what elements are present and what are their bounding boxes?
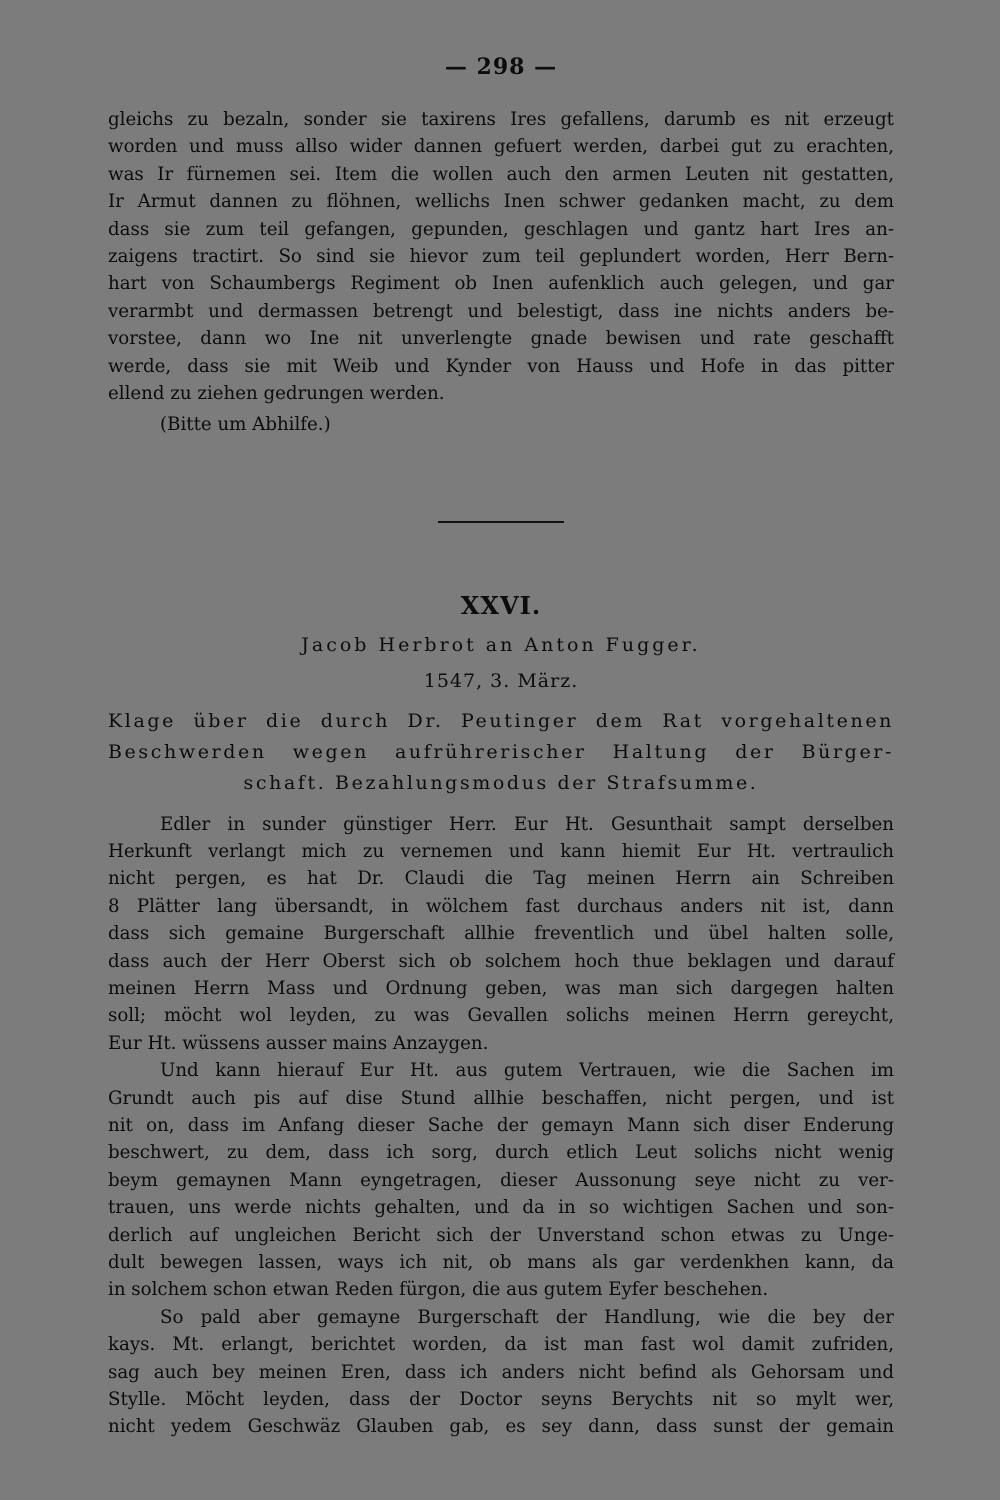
text-line: werde, dass sie mit Weib und Kynder von Hauss und Hofe in das pitter xyxy=(108,355,894,377)
text-line: dass sie zum teil gefangen, gepunden, geschlagen und gantz hart Ires an- xyxy=(108,218,894,240)
text-line: sag auch bey meinen Eren, dass ich anders nicht befind als Gehorsam und xyxy=(108,1361,894,1383)
text-line: nit on, dass im Anfang dieser Sache der gemayn Mann sich diser Enderung xyxy=(108,1115,894,1136)
text-line: vorstee, dann wo Ine nit unverlengte gnade bewisen und rate geschafft xyxy=(108,328,894,350)
letter-paragraph xyxy=(108,1304,894,1441)
text-line: zaigens tractirt. So sind sie hievor zum teil geplundert worden, Herr Bern- xyxy=(108,245,894,267)
summary-line: Klage über die durch Dr. Peutinger dem Rat vorgehaltenen xyxy=(108,709,894,732)
text-line: Stylle. Möcht leyden, dass der Doctor seyns Berychts nit so mylt wer, xyxy=(108,1388,894,1410)
text-line: soll; möcht wol leyden, zu was Gevallen solichs meinen Herrn gereycht, xyxy=(108,1005,894,1027)
closing-note: (Bitte um Abhilfe.) xyxy=(160,414,331,436)
text-line: meinen Herrn Mass und Ordnung geben, was man sich dargegen halten xyxy=(108,978,894,1000)
text-line: in solchem schon etwan Reden fürgon, die aus gutem Eyfer beschehen. xyxy=(108,1279,769,1301)
letter-body xyxy=(108,811,894,1441)
text-line: Edler in sunder günstiger Herr. Eur Ht. Gesunthait sampt derselben xyxy=(160,813,894,835)
letter-title: Jacob Herbrot an Anton Fugger. xyxy=(301,633,701,656)
text-line: dass sich gemaine Burgerschaft allhie freventlich und übel halten solle, xyxy=(108,923,894,945)
text-line: was Ir fürnemen sei. Item die wollen auch den armen Leuten nit gestatten, xyxy=(108,163,894,185)
top-paragraph xyxy=(108,106,894,407)
text-line: hart von Schaumbergs Regiment ob Inen aufenklich auch gelegen, und gar xyxy=(108,273,894,295)
text-line: So pald aber gemayne Burgerschaft der Handlung, wie die bey der xyxy=(160,1306,894,1328)
page-number: — 298 — xyxy=(444,54,558,80)
text-line: gleichs zu bezaln, sonder sie taxirens Ires gefallens, darumb es nit erzeugt xyxy=(108,109,894,130)
text-line: Eur Ht. wüssens ausser mains Anzaygen. xyxy=(108,1032,489,1054)
text-line: Ir Armut dannen zu flöhnen, wellichs Inen schwer gedanken macht, zu dem xyxy=(108,191,894,213)
text-line: dass auch der Herr Oberst sich ob solchem hoch thue beklagen und darauf xyxy=(108,950,894,972)
letter-paragraph xyxy=(108,811,894,1058)
summary-line: schaft. Bezahlungsmodus der Strafsumme. xyxy=(243,771,759,794)
text-line: Und kann hierauf Eur Ht. aus gutem Vertrauen, wie die Sachen im xyxy=(160,1060,894,1082)
section-divider xyxy=(438,521,564,523)
letter-summary xyxy=(108,706,894,799)
summary-line: Beschwerden wegen aufrührerischer Haltung der Bürger- xyxy=(108,740,894,763)
text-line: beschwert, zu dem, dass ich sorg, durch etlich Leut solichs nicht wenig xyxy=(108,1142,894,1164)
text-line: Herkunft verlangt mich zu vernemen und kann hiemit Eur Ht. vertraulich xyxy=(108,841,894,863)
text-line: ellend zu ziehen gedrungen werden. xyxy=(108,382,445,404)
letter-date: 1547, 3. März. xyxy=(423,669,579,692)
text-line: beym gemaynen Mann eyngetragen, dieser Aussonung seye nicht zu ver- xyxy=(108,1169,894,1191)
text-line: 8 Plätter lang übersandt, in wölchem fast durchaus anders nit ist, dann xyxy=(108,895,894,917)
text-line: nicht pergen, es hat Dr. Claudi die Tag meinen Herrn ain Schreiben xyxy=(108,868,894,890)
text-line: derlich auf ungleichen Bericht sich der Unverstand schon etwas zu Unge- xyxy=(108,1224,894,1246)
section-number: XXVI. xyxy=(460,590,542,620)
text-line: worden und muss allso wider dannen gefuert werden, darbei gut zu erachten, xyxy=(108,136,894,158)
text-line: verarmbt und dermassen betrengt und belestigt, dass ine nichts anders be- xyxy=(108,300,894,322)
page xyxy=(108,54,894,1441)
text-line: Grundt auch pis auf dise Stund allhie beschaffen, nicht pergen, und ist xyxy=(108,1087,894,1109)
letter-paragraph xyxy=(108,1057,894,1304)
text-line: trauen, uns werde nichts gehalten, und da in so wichtigen Sachen und son- xyxy=(108,1197,894,1219)
text-line: nicht yedem Geschwäz Glauben gab, es sey dann, dass sunst der gemain xyxy=(108,1416,894,1438)
text-line: dult bewegen lassen, ways ich nit, ob mans als gar verdenkhen kann, da xyxy=(108,1251,894,1273)
text-line: kays. Mt. erlangt, berichtet worden, da ist man fast wol damit zufriden, xyxy=(108,1334,894,1356)
